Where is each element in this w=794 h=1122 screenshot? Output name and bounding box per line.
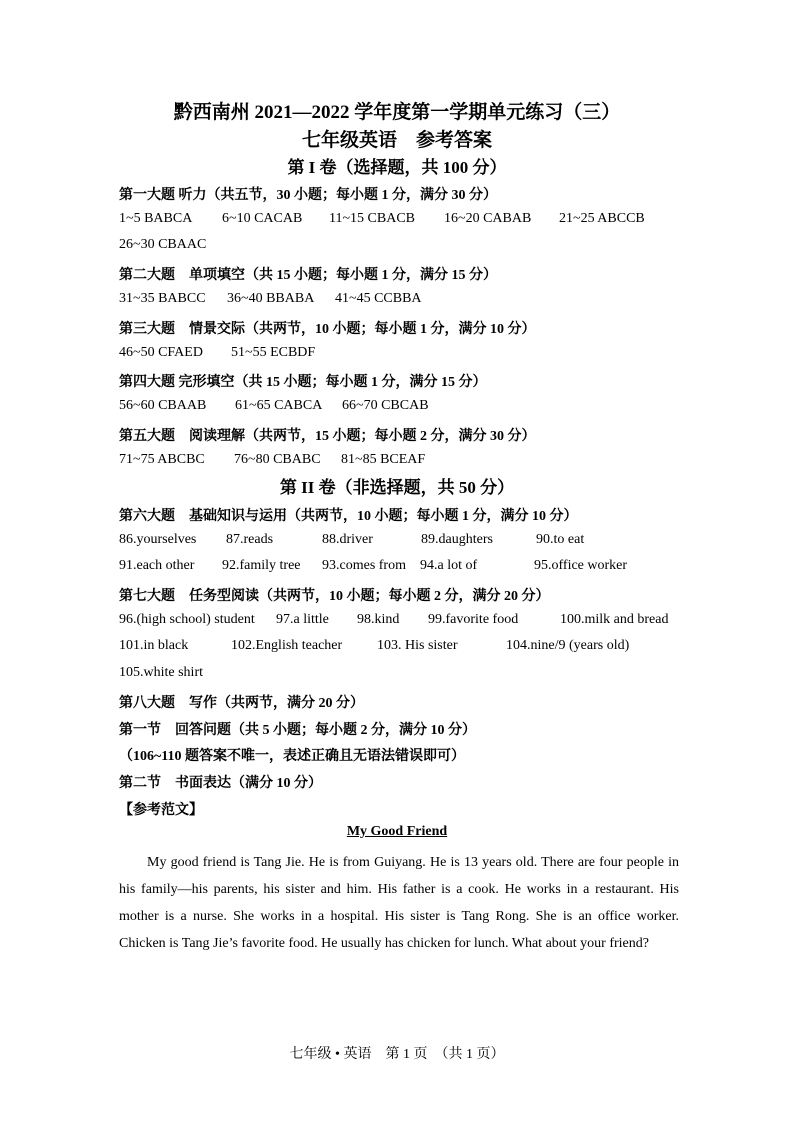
answer-item: 98.kind — [357, 612, 400, 627]
part2-heading: 第 II 卷（非选择题，共 50 分） — [279, 478, 515, 497]
answer-item: 102.English teacher — [231, 638, 343, 653]
section-8-note: （106~110 题答案不唯一，表述正确且无语法错误即可） — [119, 749, 466, 764]
answer-item: 86.yourselves — [119, 532, 197, 547]
section-3-title: 第三大题 情景交际（共两节，10 小题；每小题 1 分，满分 10 分） — [119, 322, 536, 337]
answer-item: 88.driver — [322, 532, 373, 547]
answer-item: 99.favorite food — [428, 612, 519, 627]
answer-item: 94.a lot of — [420, 558, 478, 573]
document-title: 黔西南州 2021—2022 学年度第一学期单元练习（三） — [173, 102, 621, 123]
answer-item: 56~60 CBAAB — [119, 398, 207, 413]
answer-item: 93.comes from — [322, 558, 406, 573]
section-1-title: 第一大题 听力（共五节，30 小题；每小题 1 分，满分 30 分） — [119, 188, 497, 203]
section-6-answers-row-1 — [119, 532, 699, 552]
answer-item: 87.reads — [226, 532, 274, 547]
answer-item: 104.nine/9 (years old) — [506, 638, 630, 653]
section-8-title: 第八大题 写作（共两节，满分 20 分） — [119, 696, 364, 711]
section-7-answers-row-2 — [119, 638, 699, 658]
section-4-title: 第四大题 完形填空（共 15 小题；每小题 1 分，满分 15 分） — [119, 375, 487, 390]
section-6-answers-row-2 — [119, 558, 699, 578]
answer-item: 76~80 CBABC — [234, 452, 321, 467]
answer-item: 21~25 ABCCB — [559, 211, 645, 226]
section-3-answers — [119, 345, 699, 365]
answer-item: 100.milk and bread — [560, 612, 669, 627]
answer-item: 41~45 CCBBA — [335, 291, 422, 306]
answer-item: 1~5 BABCA — [119, 211, 193, 226]
answer-item: 92.family tree — [222, 558, 301, 573]
section-2-answers — [119, 291, 699, 311]
section-1-answers-row-1 — [119, 211, 699, 231]
answer-item: 91.each other — [119, 558, 195, 573]
essay-body: My good friend is Tang Jie. He is from Guiyang. He is 13 years old. There are four people in his family—his parents, his sister and him. His father is a cook. He works in a restaurant. His mother is a nurse. She works in a hospital. His sister is Tang Rong. She is an office worker. Chicken is Tang Jie’s favorite food. He usually has chicken for lunch. What about your friend? — [119, 855, 679, 951]
section-5-answers — [119, 452, 699, 472]
essay-title: My Good Friend — [346, 824, 448, 839]
section-7-answers-row-3 — [119, 665, 699, 685]
answer-item: 31~35 BABCC — [119, 291, 206, 306]
answer-item: 90.to eat — [536, 532, 585, 547]
answer-item: 95.office worker — [534, 558, 628, 573]
answer-item: 101.in black — [119, 638, 189, 653]
answer-item: 46~50 CFAED — [119, 345, 203, 360]
section-7-answers-row-1 — [119, 612, 699, 632]
sample-essay-label: 【参考范文】 — [119, 803, 203, 818]
answer-item: 81~85 BCEAF — [341, 452, 426, 467]
answer-item: 16~20 CABAB — [444, 211, 532, 226]
answer-item: 36~40 BBABA — [227, 291, 315, 306]
section-4-answers — [119, 398, 699, 418]
section-5-title: 第五大题 阅读理解（共两节，15 小题；每小题 2 分，满分 30 分） — [119, 429, 536, 444]
section-2-title: 第二大题 单项填空（共 15 小题；每小题 1 分，满分 15 分） — [119, 268, 497, 283]
section-8-part-a: 第一节 回答问题（共 5 小题；每小题 2 分，满分 10 分） — [119, 723, 476, 738]
answer-item: 103. His sister — [377, 638, 458, 653]
page-footer: 七年级 • 英语 第 1 页 （共 1 页） — [289, 1047, 505, 1062]
answer-item: 89.daughters — [421, 532, 493, 547]
answer-item: 71~75 ABCBC — [119, 452, 205, 467]
answer-item: 105.white shirt — [119, 665, 203, 680]
answer-item: 66~70 CBCAB — [342, 398, 429, 413]
answer-item: 6~10 CACAB — [222, 211, 303, 226]
part1-heading: 第 I 卷（选择题，共 100 分） — [287, 158, 507, 177]
section-6-title: 第六大题 基础知识与运用（共两节，10 小题；每小题 1 分，满分 10 分） — [119, 509, 578, 524]
section-7-title: 第七大题 任务型阅读（共两节，10 小题；每小题 2 分，满分 20 分） — [119, 589, 550, 604]
document-subtitle: 七年级英语 参考答案 — [301, 130, 492, 151]
section-1-answers-row-2 — [119, 237, 699, 257]
answer-item: 61~65 CABCA — [235, 398, 323, 413]
answer-item: 97.a little — [276, 612, 329, 627]
answer-item: 11~15 CBACB — [329, 211, 416, 226]
section-8-part-b: 第二节 书面表达（满分 10 分） — [119, 776, 322, 791]
answer-item: 96.(high school) student — [119, 612, 255, 627]
answer-item: 26~30 CBAAC — [119, 237, 207, 252]
answer-item: 51~55 ECBDF — [231, 345, 316, 360]
